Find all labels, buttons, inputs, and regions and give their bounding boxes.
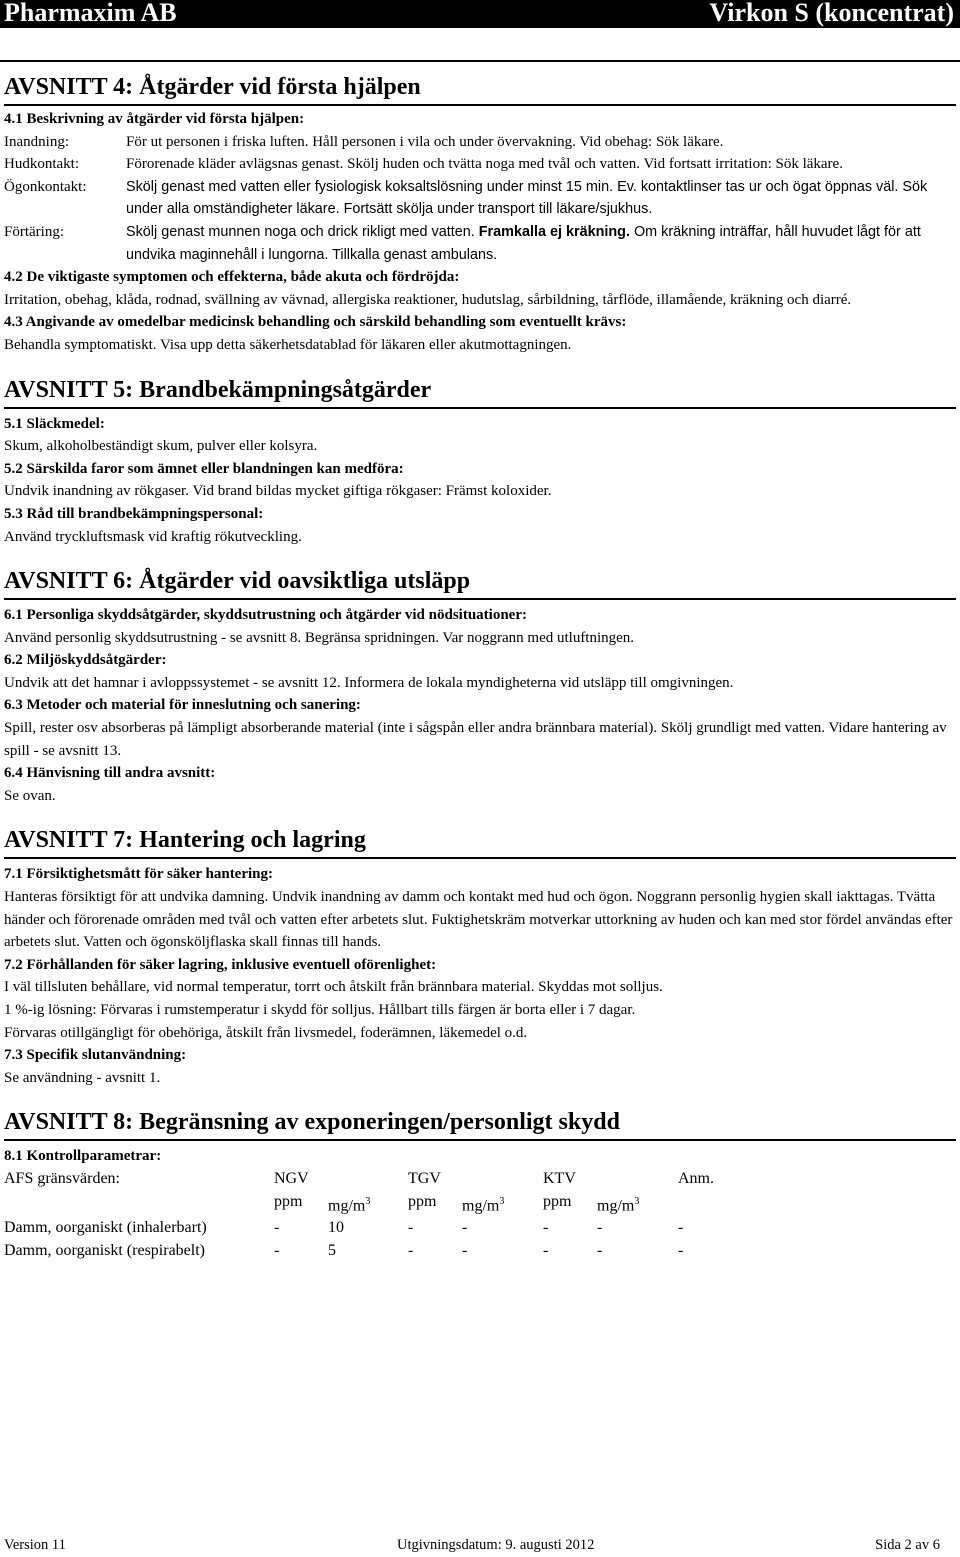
subsection-heading: 4.2 De viktigaste symptomen och effekterna, både akuta och fördröjda: xyxy=(4,269,460,286)
row-label: Hudkontakt: xyxy=(4,156,79,173)
paragraph: Spill, rester osv absorberas på lämpligt absorberande material (inte i sågspån eller andra brännbara material). Skölj grundligt med vatten. Vidare hantering av spill - se avsnitt 13. xyxy=(4,720,947,759)
unit-ppm: ppm xyxy=(543,1192,572,1210)
subsection-heading: 7.1 Försiktighetsmått för säker hantering: xyxy=(4,866,274,883)
section-rule xyxy=(4,104,956,106)
subsection-heading: 6.1 Personliga skyddsåtgärder, skyddsutrustning och åtgärder vid nödsituationer: xyxy=(4,607,527,624)
unit-mgm3: $mg/m^3$ xyxy=(597,1195,640,1214)
unit-ppm: ppm xyxy=(274,1192,303,1210)
cell: - xyxy=(462,1242,468,1260)
paragraph: I väl tillsluten behållare, vid normal temperatur, torrt och åtskilt från brännbara material. Skyddas mot solljus. xyxy=(4,979,663,996)
cell: 10 xyxy=(328,1219,344,1237)
cell: - xyxy=(543,1219,549,1237)
section-5 xyxy=(4,375,956,549)
section-title: AVSNITT 4: Åtgärder vid första hjälpen xyxy=(4,74,421,100)
subsection-heading: 6.3 Metoder och material för inneslutning och sanering: xyxy=(4,697,361,714)
cell: - xyxy=(678,1242,684,1260)
paragraph: Använd personlig skyddsutrustning - se avsnitt 8. Begränsa spridningen. Var noggrann med utluftningen. xyxy=(4,629,635,646)
col-ktv: KTV xyxy=(543,1169,576,1187)
footer-version: Version 11 xyxy=(4,1537,66,1553)
table-unit-row xyxy=(4,1191,738,1218)
cell: - xyxy=(274,1242,280,1260)
subsection-heading: 7.3 Specifik slutanvändning: xyxy=(4,1047,187,1064)
section-title: AVSNITT 8: Begränsning av exponeringen/personligt skydd xyxy=(4,1109,620,1136)
first-aid-row-skin xyxy=(4,153,956,176)
paragraph: Hanteras försiktigt för att undvika damning. Undvik inandning av damm och kontakt med hud och ögon. Noggrann personlig hygien skall iakttagas. Tvätta händer och förorenade områden med tvål och vatten efter arbetets slut. Fuktighetskräm motverkar uttorkning av huden och kan med stor fördel användas efter arbetets slut. Vatten och ögonsköljflaska skall finnas till hands. xyxy=(4,889,953,951)
row-text: Förorenade kläder avlägsnas genast. Skölj huden och tvätta noga med tvål och vatten. Vid fortsatt irritation: Sök läkare. xyxy=(126,156,843,173)
row-name: Damm, oorganiskt (inhalerbart) xyxy=(4,1219,207,1237)
paragraph: Använd tryckluftsmask vid kraftig rökutveckling. xyxy=(4,528,302,545)
row-label: Förtäring: xyxy=(4,223,64,240)
ingestion-text-c: Om kräkning inträffar, håll huvudet lågt för att undvika maginnehåll i lungorna. Tillkalla genast ambulans. xyxy=(126,223,921,263)
cell: - xyxy=(597,1219,603,1237)
cell: - xyxy=(408,1219,414,1237)
row-name: Damm, oorganiskt (respirabelt) xyxy=(4,1242,205,1260)
first-aid-row-inhalation xyxy=(4,131,956,154)
paragraph: 1 %-ig lösning: Förvaras i rumstemperatur i skydd för solljus. Hållbart tills färgen är borta eller i 7 dagar. xyxy=(4,1002,636,1018)
cell: - xyxy=(408,1242,414,1260)
section-rule xyxy=(4,407,956,409)
row-label: Inandning: xyxy=(4,133,69,150)
paragraph: Skum, alkoholbeständigt skum, pulver eller kolsyra. xyxy=(4,438,318,455)
paragraph: Se ovan. xyxy=(4,787,56,804)
subsection-heading: 5.2 Särskilda faror som ämnet eller blandningen kan medföra: xyxy=(4,460,404,477)
subsection-heading: 6.4 Hänvisning till andra avsnitt: xyxy=(4,765,216,782)
section-rule xyxy=(4,598,956,600)
row-text xyxy=(126,221,956,266)
row-text: Skölj genast med vatten eller fysiologisk koksaltslösning under minst 15 min. Ev. kontaktlinser tas ur och ögat öppnas väl. Sök under alla omständigheter läkare. Fortsätt skölja under transport till läkare/sjukhus. xyxy=(126,178,928,218)
section-title: AVSNITT 5: Brandbekämpningsåtgärder xyxy=(4,376,432,403)
unit-ppm: ppm xyxy=(408,1192,437,1210)
cell: - xyxy=(462,1219,468,1237)
section-7 xyxy=(4,825,956,1089)
header-rule xyxy=(0,60,960,62)
paragraph: Förvaras otillgängligt för obehöriga, åtskilt från livsmedel, foderämnen, läkemedel o.d. xyxy=(4,1024,528,1041)
first-aid-row-ingestion xyxy=(4,221,956,266)
cell: - xyxy=(678,1219,684,1237)
unit-mgm3: $mg/m^3$ xyxy=(328,1195,371,1214)
exposure-limits-table xyxy=(4,1168,738,1263)
table-row xyxy=(4,1240,738,1263)
section-title: AVSNITT 7: Hantering och lagring xyxy=(4,827,366,854)
subsection-heading: 5.3 Råd till brandbekämpningspersonal: xyxy=(4,505,264,522)
subsection-heading: 4.1 Beskrivning av åtgärder vid första hjälpen: xyxy=(4,111,305,127)
paragraph: Irritation, obehag, klåda, rodnad, svällning av vävnad, allergiska reaktioner, hudutslag, sårbildning, tårflöde, illamående, kräkning och diarré. xyxy=(4,291,852,308)
subsection-heading: 5.1 Släckmedel: xyxy=(4,415,105,432)
product-name: Virkon S (koncentrat) xyxy=(709,0,954,27)
first-aid-row-eyes xyxy=(4,176,956,221)
paragraph: Behandla symptomatiskt. Visa upp detta säkerhetsdatablad för läkaren eller akutmottagningen. xyxy=(4,336,572,353)
paragraph: Undvik att det hamnar i avloppssystemet - se avsnitt 12. Informera de lokala myndigheterna vid utsläpp till omgivningen. xyxy=(4,674,734,691)
afs-label: AFS gränsvärden: xyxy=(4,1169,120,1187)
company-name: Pharmaxim AB xyxy=(4,0,177,27)
subsection-heading: 4.3 Angivande av omedelbar medicinsk behandling och särskild behandling som eventuellt krävs: xyxy=(4,314,627,331)
ingestion-text-a: Skölj genast munnen noga och drick rikligt med vatten. xyxy=(126,223,479,240)
paragraph: Se användning - avsnitt 1. xyxy=(4,1069,161,1086)
col-tgv: TGV xyxy=(408,1169,441,1187)
header-bar xyxy=(0,0,960,28)
subsection-heading: 6.2 Miljöskyddsåtgärder: xyxy=(4,652,167,669)
row-label: Ögonkontakt: xyxy=(4,178,87,195)
section-8 xyxy=(4,1107,956,1262)
unit-mgm3: $mg/m^3$ xyxy=(462,1195,505,1214)
cell: - xyxy=(543,1242,549,1260)
section-6 xyxy=(4,566,956,807)
section-4 xyxy=(4,72,956,357)
table-row xyxy=(4,1217,738,1240)
row-text: För ut personen i friska luften. Håll personen i vila och under övervakning. Vid obehag: Sök läkare. xyxy=(126,133,724,150)
subsection-heading: 8.1 Kontrollparametrar: xyxy=(4,1148,162,1165)
cell: - xyxy=(597,1242,603,1260)
ingestion-warning: Framkalla ej kräkning. xyxy=(478,223,630,240)
subsection-heading: 7.2 Förhållanden för säker lagring, inklusive eventuell oförenlighet: xyxy=(4,956,437,973)
footer-page: Sida 2 av 6 xyxy=(875,1537,940,1553)
section-rule xyxy=(4,857,956,859)
cell: 5 xyxy=(328,1242,336,1260)
col-anm: Anm. xyxy=(678,1169,714,1187)
section-rule xyxy=(4,1139,956,1141)
section-title: AVSNITT 6: Åtgärder vid oavsiktliga utsläpp xyxy=(4,568,471,595)
footer-date: Utgivningsdatum: 9. augusti 2012 xyxy=(397,1537,595,1553)
paragraph: Undvik inandning av rökgaser. Vid brand bildas mycket giftiga rökgaser: Främst koloxider. xyxy=(4,483,552,500)
table-header-row xyxy=(4,1168,738,1191)
document-body xyxy=(4,72,956,1263)
cell: - xyxy=(274,1219,280,1237)
col-ngv: NGV xyxy=(274,1169,309,1187)
